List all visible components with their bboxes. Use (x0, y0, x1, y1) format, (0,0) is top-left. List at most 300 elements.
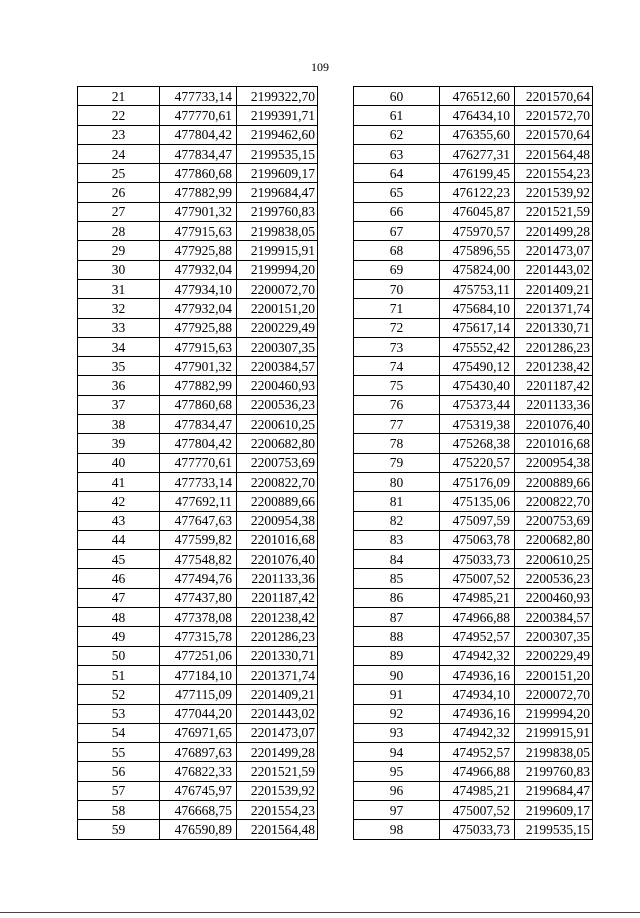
y-coordinate-cell: 2201570,64 (515, 87, 593, 106)
page-bottom-rule (0, 912, 640, 913)
point-number-cell: 96 (354, 781, 440, 800)
table-row (78, 800, 318, 819)
x-coordinate-cell: 477860,68 (160, 164, 237, 183)
y-coordinate-cell: 2201564,48 (515, 144, 593, 163)
point-number-cell: 97 (354, 800, 440, 819)
y-coordinate-cell: 2199838,05 (237, 222, 318, 241)
point-number-cell: 85 (354, 569, 440, 588)
point-number-cell: 59 (78, 820, 160, 839)
table-row (354, 434, 593, 453)
point-number-cell: 95 (354, 762, 440, 781)
point-number-cell: 65 (354, 183, 440, 202)
y-coordinate-cell: 2200460,93 (515, 588, 593, 607)
y-coordinate-cell: 2201133,36 (237, 569, 318, 588)
table-row (354, 762, 593, 781)
table-row (354, 395, 593, 414)
x-coordinate-cell: 476822,33 (160, 762, 237, 781)
table-row (354, 415, 593, 434)
y-coordinate-cell: 2199994,20 (515, 704, 593, 723)
x-coordinate-cell: 476277,31 (440, 144, 515, 163)
point-number-cell: 52 (78, 685, 160, 704)
point-number-cell: 62 (354, 125, 440, 144)
y-coordinate-cell: 2200151,20 (515, 665, 593, 684)
point-number-cell: 66 (354, 202, 440, 221)
y-coordinate-cell: 2201554,23 (237, 800, 318, 819)
y-coordinate-cell: 2200889,66 (515, 472, 593, 491)
point-number-cell: 72 (354, 318, 440, 337)
x-coordinate-cell: 475007,52 (440, 569, 515, 588)
point-number-cell: 42 (78, 492, 160, 511)
x-coordinate-cell: 477804,42 (160, 125, 237, 144)
point-number-cell: 68 (354, 241, 440, 260)
y-coordinate-cell: 2199535,15 (237, 144, 318, 163)
x-coordinate-cell: 474985,21 (440, 588, 515, 607)
y-coordinate-cell: 2199609,17 (237, 164, 318, 183)
table-row (354, 665, 593, 684)
x-coordinate-cell: 475896,55 (440, 241, 515, 260)
y-coordinate-cell: 2201499,28 (237, 743, 318, 762)
x-coordinate-cell: 475063,78 (440, 530, 515, 549)
y-coordinate-cell: 2199760,83 (515, 762, 593, 781)
y-coordinate-cell: 2200954,38 (515, 453, 593, 472)
x-coordinate-cell: 477901,32 (160, 202, 237, 221)
point-number-cell: 35 (78, 357, 160, 376)
table-row (78, 337, 318, 356)
table-row (354, 453, 593, 472)
y-coordinate-cell: 2201499,28 (515, 222, 593, 241)
x-coordinate-cell: 477882,99 (160, 183, 237, 202)
point-number-cell: 94 (354, 743, 440, 762)
point-number-cell: 86 (354, 588, 440, 607)
table-row (354, 472, 593, 491)
x-coordinate-cell: 477115,09 (160, 685, 237, 704)
x-coordinate-cell: 475430,40 (440, 376, 515, 395)
point-number-cell: 23 (78, 125, 160, 144)
table-row (354, 511, 593, 530)
y-coordinate-cell: 2200384,57 (515, 608, 593, 627)
x-coordinate-cell: 477915,63 (160, 222, 237, 241)
x-coordinate-cell: 477882,99 (160, 376, 237, 395)
point-number-cell: 57 (78, 781, 160, 800)
point-number-cell: 40 (78, 453, 160, 472)
x-coordinate-cell: 476045,87 (440, 202, 515, 221)
y-coordinate-cell: 2200072,70 (237, 279, 318, 298)
table-row (78, 762, 318, 781)
x-coordinate-cell: 477437,80 (160, 588, 237, 607)
point-number-cell: 70 (354, 279, 440, 298)
point-number-cell: 34 (78, 337, 160, 356)
x-coordinate-cell: 476434,10 (440, 106, 515, 125)
point-number-cell: 26 (78, 183, 160, 202)
table-row (78, 569, 318, 588)
x-coordinate-cell: 475753,11 (440, 279, 515, 298)
coordinates-table-left-body (78, 87, 318, 840)
y-coordinate-cell: 2201443,02 (237, 704, 318, 723)
table-row (78, 723, 318, 742)
point-number-cell: 69 (354, 260, 440, 279)
y-coordinate-cell: 2201016,68 (515, 434, 593, 453)
y-coordinate-cell: 2201570,64 (515, 125, 593, 144)
table-row (78, 357, 318, 376)
x-coordinate-cell: 475970,57 (440, 222, 515, 241)
y-coordinate-cell: 2201286,23 (515, 337, 593, 356)
point-number-cell: 79 (354, 453, 440, 472)
x-coordinate-cell: 474966,88 (440, 608, 515, 627)
x-coordinate-cell: 474952,57 (440, 743, 515, 762)
table-row (354, 704, 593, 723)
y-coordinate-cell: 2201330,71 (237, 646, 318, 665)
x-coordinate-cell: 475135,06 (440, 492, 515, 511)
point-number-cell: 44 (78, 530, 160, 549)
y-coordinate-cell: 2201187,42 (515, 376, 593, 395)
y-coordinate-cell: 2201539,92 (515, 183, 593, 202)
point-number-cell: 31 (78, 279, 160, 298)
point-number-cell: 83 (354, 530, 440, 549)
y-coordinate-cell: 2200307,35 (515, 627, 593, 646)
point-number-cell: 78 (354, 434, 440, 453)
table-row (354, 260, 593, 279)
table-row (354, 588, 593, 607)
page-number: 109 (311, 60, 329, 74)
table-row (354, 125, 593, 144)
y-coordinate-cell: 2200229,49 (515, 646, 593, 665)
table-row (354, 781, 593, 800)
point-number-cell: 53 (78, 704, 160, 723)
table-row (78, 665, 318, 684)
point-number-cell: 21 (78, 87, 160, 106)
table-row (78, 241, 318, 260)
x-coordinate-cell: 474942,32 (440, 646, 515, 665)
point-number-cell: 47 (78, 588, 160, 607)
y-coordinate-cell: 2201133,36 (515, 395, 593, 414)
table-row (78, 318, 318, 337)
y-coordinate-cell: 2201238,42 (515, 357, 593, 376)
x-coordinate-cell: 477901,32 (160, 357, 237, 376)
table-row (354, 646, 593, 665)
table-row (354, 241, 593, 260)
point-number-cell: 71 (354, 299, 440, 318)
point-number-cell: 81 (354, 492, 440, 511)
x-coordinate-cell: 477834,47 (160, 144, 237, 163)
y-coordinate-cell: 2201521,59 (237, 762, 318, 781)
y-coordinate-cell: 2199915,91 (515, 723, 593, 742)
y-coordinate-cell: 2201330,71 (515, 318, 593, 337)
point-number-cell: 48 (78, 608, 160, 627)
point-number-cell: 27 (78, 202, 160, 221)
table-row (354, 723, 593, 742)
table-row (78, 106, 318, 125)
table-row (78, 646, 318, 665)
point-number-cell: 92 (354, 704, 440, 723)
y-coordinate-cell: 2200889,66 (237, 492, 318, 511)
table-row (354, 202, 593, 221)
y-coordinate-cell: 2201016,68 (237, 530, 318, 549)
point-number-cell: 45 (78, 550, 160, 569)
table-row (354, 222, 593, 241)
y-coordinate-cell: 2201554,23 (515, 164, 593, 183)
point-number-cell: 75 (354, 376, 440, 395)
y-coordinate-cell: 2201371,74 (237, 665, 318, 684)
point-number-cell: 51 (78, 665, 160, 684)
table-row (78, 260, 318, 279)
point-number-cell: 36 (78, 376, 160, 395)
table-row (354, 337, 593, 356)
table-row (78, 395, 318, 414)
coordinates-table-right-body (354, 87, 593, 840)
y-coordinate-cell: 2200229,49 (237, 318, 318, 337)
table-row (354, 164, 593, 183)
x-coordinate-cell: 475007,52 (440, 800, 515, 819)
table-row (78, 627, 318, 646)
y-coordinate-cell: 2201409,21 (515, 279, 593, 298)
table-row (354, 106, 593, 125)
y-coordinate-cell: 2200610,25 (237, 415, 318, 434)
y-coordinate-cell: 2199462,60 (237, 125, 318, 144)
x-coordinate-cell: 476668,75 (160, 800, 237, 819)
table-row (78, 492, 318, 511)
y-coordinate-cell: 2201238,42 (237, 608, 318, 627)
x-coordinate-cell: 476590,89 (160, 820, 237, 839)
x-coordinate-cell: 477599,82 (160, 530, 237, 549)
table-row (78, 415, 318, 434)
x-coordinate-cell: 475033,73 (440, 820, 515, 839)
point-number-cell: 30 (78, 260, 160, 279)
table-row (78, 820, 318, 839)
point-number-cell: 32 (78, 299, 160, 318)
y-coordinate-cell: 2200822,70 (237, 472, 318, 491)
point-number-cell: 41 (78, 472, 160, 491)
table-row (354, 627, 593, 646)
y-coordinate-cell: 2201443,02 (515, 260, 593, 279)
point-number-cell: 58 (78, 800, 160, 819)
point-number-cell: 46 (78, 569, 160, 588)
x-coordinate-cell: 475552,42 (440, 337, 515, 356)
point-number-cell: 37 (78, 395, 160, 414)
table-row (354, 743, 593, 762)
y-coordinate-cell: 2199760,83 (237, 202, 318, 221)
x-coordinate-cell: 474934,10 (440, 685, 515, 704)
x-coordinate-cell: 476745,97 (160, 781, 237, 800)
point-number-cell: 98 (354, 820, 440, 839)
x-coordinate-cell: 477804,42 (160, 434, 237, 453)
y-coordinate-cell: 2200610,25 (515, 550, 593, 569)
x-coordinate-cell: 476512,60 (440, 87, 515, 106)
x-coordinate-cell: 475617,14 (440, 318, 515, 337)
table-row (354, 279, 593, 298)
table-row (354, 183, 593, 202)
y-coordinate-cell: 2201521,59 (515, 202, 593, 221)
table-row (354, 376, 593, 395)
x-coordinate-cell: 477692,11 (160, 492, 237, 511)
y-coordinate-cell: 2201564,48 (237, 820, 318, 839)
table-row (78, 279, 318, 298)
y-coordinate-cell: 2199535,15 (515, 820, 593, 839)
x-coordinate-cell: 476355,60 (440, 125, 515, 144)
point-number-cell: 63 (354, 144, 440, 163)
y-coordinate-cell: 2199994,20 (237, 260, 318, 279)
x-coordinate-cell: 477770,61 (160, 106, 237, 125)
y-coordinate-cell: 2200072,70 (515, 685, 593, 704)
point-number-cell: 38 (78, 415, 160, 434)
y-coordinate-cell: 2201409,21 (237, 685, 318, 704)
x-coordinate-cell: 477184,10 (160, 665, 237, 684)
table-row (354, 492, 593, 511)
point-number-cell: 25 (78, 164, 160, 183)
x-coordinate-cell: 475684,10 (440, 299, 515, 318)
table-row (78, 222, 318, 241)
x-coordinate-cell: 476122,23 (440, 183, 515, 202)
table-row (354, 800, 593, 819)
table-row (354, 318, 593, 337)
point-number-cell: 56 (78, 762, 160, 781)
x-coordinate-cell: 474952,57 (440, 627, 515, 646)
point-number-cell: 55 (78, 743, 160, 762)
table-row (354, 550, 593, 569)
point-number-cell: 61 (354, 106, 440, 125)
y-coordinate-cell: 2200151,20 (237, 299, 318, 318)
table-row (78, 530, 318, 549)
y-coordinate-cell: 2200536,23 (515, 569, 593, 588)
x-coordinate-cell: 477315,78 (160, 627, 237, 646)
table-row (354, 608, 593, 627)
point-number-cell: 39 (78, 434, 160, 453)
table-row (78, 87, 318, 106)
x-coordinate-cell: 475373,44 (440, 395, 515, 414)
table-row (78, 125, 318, 144)
table-row (354, 530, 593, 549)
table-row (78, 472, 318, 491)
x-coordinate-cell: 475176,09 (440, 472, 515, 491)
point-number-cell: 22 (78, 106, 160, 125)
x-coordinate-cell: 476971,65 (160, 723, 237, 742)
x-coordinate-cell: 477934,10 (160, 279, 237, 298)
point-number-cell: 84 (354, 550, 440, 569)
y-coordinate-cell: 2199609,17 (515, 800, 593, 819)
x-coordinate-cell: 477378,08 (160, 608, 237, 627)
y-coordinate-cell: 2200682,80 (237, 434, 318, 453)
x-coordinate-cell: 477733,14 (160, 472, 237, 491)
point-number-cell: 82 (354, 511, 440, 530)
y-coordinate-cell: 2201076,40 (515, 415, 593, 434)
x-coordinate-cell: 476199,45 (440, 164, 515, 183)
table-row (78, 183, 318, 202)
point-number-cell: 24 (78, 144, 160, 163)
table-row (78, 704, 318, 723)
x-coordinate-cell: 477770,61 (160, 453, 237, 472)
table-row (78, 608, 318, 627)
table-row (354, 144, 593, 163)
point-number-cell: 93 (354, 723, 440, 742)
table-row (78, 453, 318, 472)
y-coordinate-cell: 2200822,70 (515, 492, 593, 511)
y-coordinate-cell: 2200384,57 (237, 357, 318, 376)
x-coordinate-cell: 475097,59 (440, 511, 515, 530)
table-row (78, 743, 318, 762)
y-coordinate-cell: 2199391,71 (237, 106, 318, 125)
x-coordinate-cell: 477044,20 (160, 704, 237, 723)
point-number-cell: 89 (354, 646, 440, 665)
x-coordinate-cell: 475490,12 (440, 357, 515, 376)
point-number-cell: 43 (78, 511, 160, 530)
x-coordinate-cell: 477834,47 (160, 415, 237, 434)
table-row (78, 299, 318, 318)
y-coordinate-cell: 2200536,23 (237, 395, 318, 414)
table-row (78, 202, 318, 221)
table-row (354, 685, 593, 704)
x-coordinate-cell: 475268,38 (440, 434, 515, 453)
table-row (78, 434, 318, 453)
y-coordinate-cell: 2200682,80 (515, 530, 593, 549)
table-row (354, 357, 593, 376)
y-coordinate-cell: 2201539,92 (237, 781, 318, 800)
point-number-cell: 33 (78, 318, 160, 337)
point-number-cell: 49 (78, 627, 160, 646)
point-number-cell: 28 (78, 222, 160, 241)
point-number-cell: 74 (354, 357, 440, 376)
x-coordinate-cell: 477932,04 (160, 299, 237, 318)
x-coordinate-cell: 475319,38 (440, 415, 515, 434)
table-row (78, 550, 318, 569)
y-coordinate-cell: 2201473,07 (515, 241, 593, 260)
x-coordinate-cell: 474985,21 (440, 781, 515, 800)
y-coordinate-cell: 2200954,38 (237, 511, 318, 530)
x-coordinate-cell: 477733,14 (160, 87, 237, 106)
point-number-cell: 76 (354, 395, 440, 414)
y-coordinate-cell: 2199322,70 (237, 87, 318, 106)
coordinates-table-left (77, 86, 318, 840)
y-coordinate-cell: 2200753,69 (237, 453, 318, 472)
point-number-cell: 60 (354, 87, 440, 106)
x-coordinate-cell: 474942,32 (440, 723, 515, 742)
x-coordinate-cell: 476897,63 (160, 743, 237, 762)
point-number-cell: 91 (354, 685, 440, 704)
x-coordinate-cell: 475033,73 (440, 550, 515, 569)
table-row (354, 87, 593, 106)
point-number-cell: 67 (354, 222, 440, 241)
x-coordinate-cell: 475220,57 (440, 453, 515, 472)
y-coordinate-cell: 2201286,23 (237, 627, 318, 646)
y-coordinate-cell: 2199915,91 (237, 241, 318, 260)
x-coordinate-cell: 477925,88 (160, 241, 237, 260)
y-coordinate-cell: 2199684,47 (515, 781, 593, 800)
coordinates-table-right (353, 86, 593, 840)
y-coordinate-cell: 2200753,69 (515, 511, 593, 530)
point-number-cell: 80 (354, 472, 440, 491)
table-row (354, 299, 593, 318)
y-coordinate-cell: 2201371,74 (515, 299, 593, 318)
point-number-cell: 54 (78, 723, 160, 742)
table-row (78, 511, 318, 530)
table-row (78, 376, 318, 395)
x-coordinate-cell: 477925,88 (160, 318, 237, 337)
y-coordinate-cell: 2199684,47 (237, 183, 318, 202)
x-coordinate-cell: 477548,82 (160, 550, 237, 569)
table-row (78, 588, 318, 607)
point-number-cell: 88 (354, 627, 440, 646)
x-coordinate-cell: 474936,16 (440, 665, 515, 684)
point-number-cell: 87 (354, 608, 440, 627)
point-number-cell: 50 (78, 646, 160, 665)
x-coordinate-cell: 477647,63 (160, 511, 237, 530)
y-coordinate-cell: 2200307,35 (237, 337, 318, 356)
x-coordinate-cell: 475824,00 (440, 260, 515, 279)
x-coordinate-cell: 477915,63 (160, 337, 237, 356)
point-number-cell: 29 (78, 241, 160, 260)
y-coordinate-cell: 2200460,93 (237, 376, 318, 395)
table-row (78, 144, 318, 163)
x-coordinate-cell: 477860,68 (160, 395, 237, 414)
y-coordinate-cell: 2201572,70 (515, 106, 593, 125)
